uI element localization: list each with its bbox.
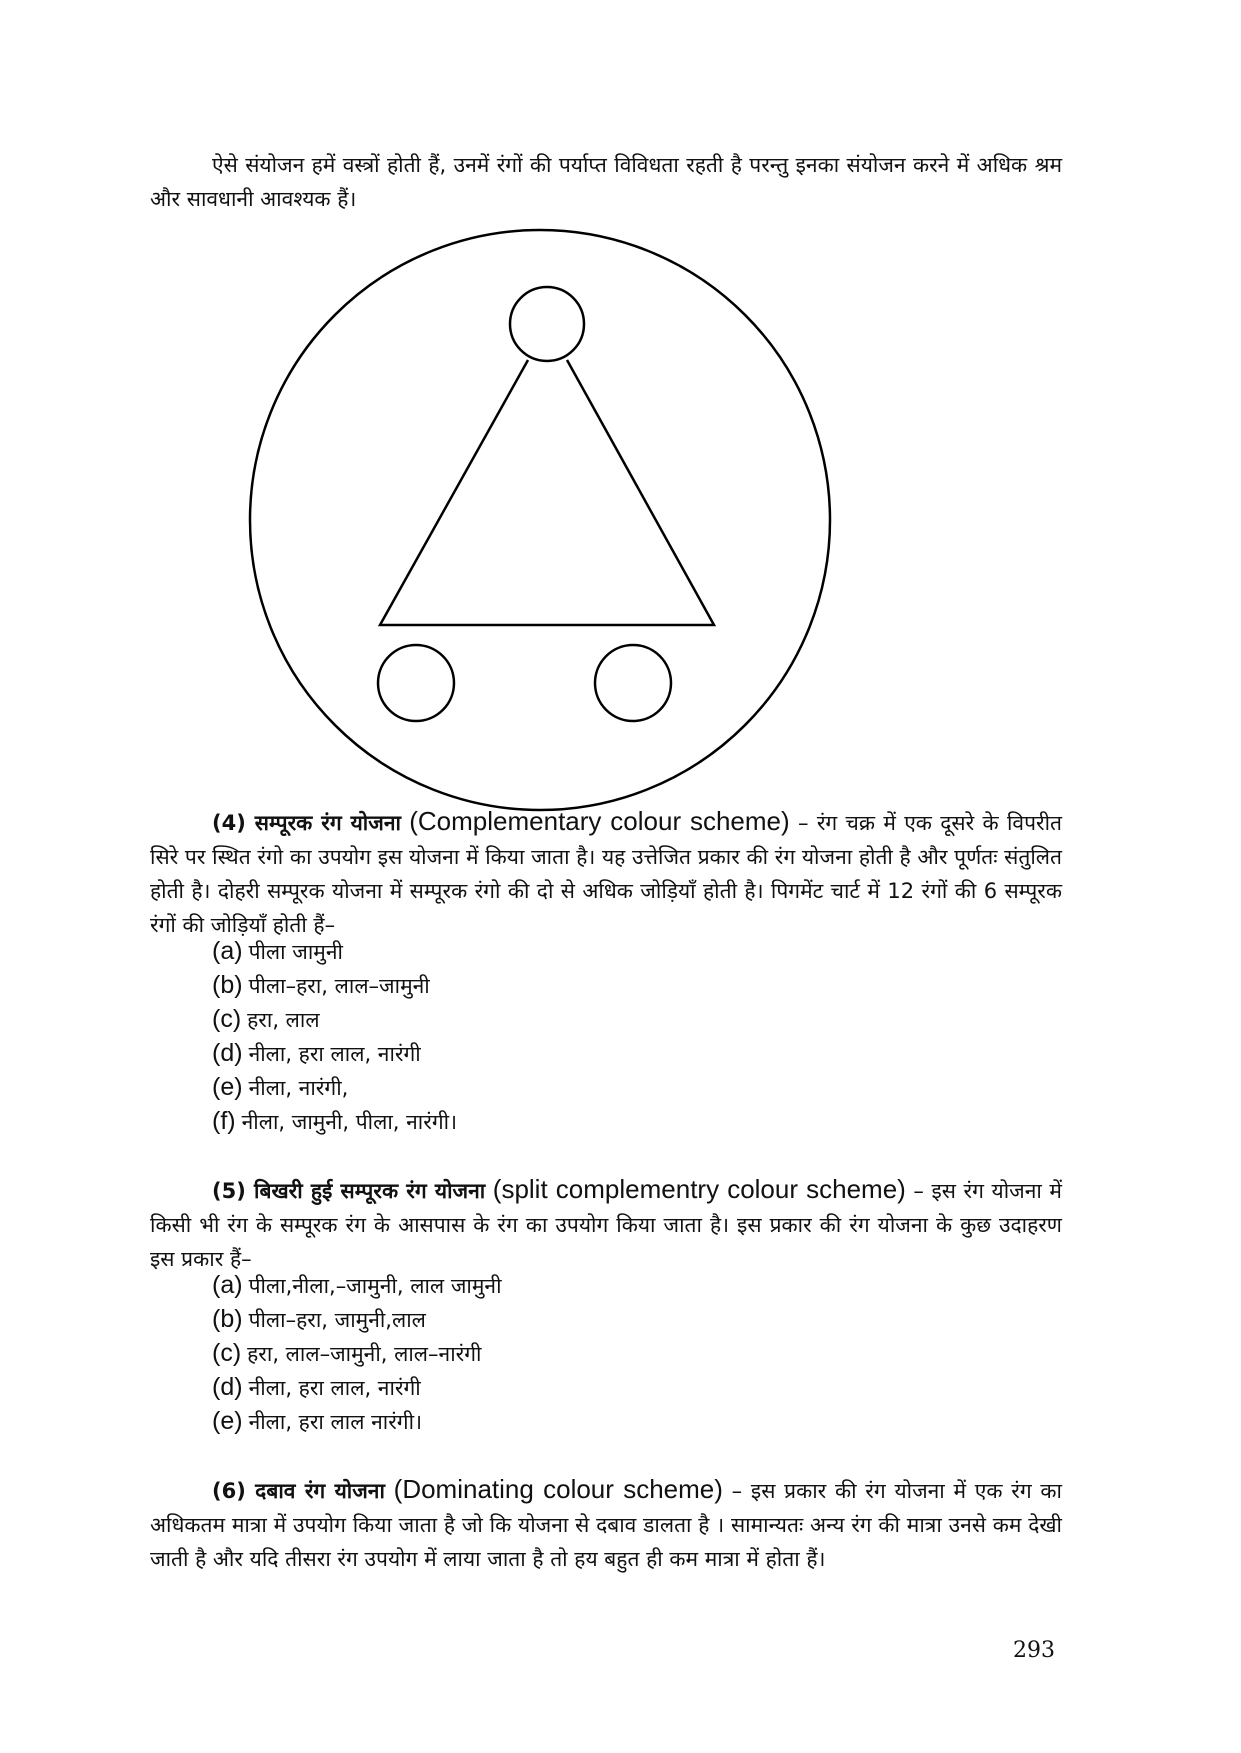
list-text: नीला, जामुनी, पीला, नारंगी। — [241, 1110, 458, 1134]
intro-paragraph — [150, 148, 1062, 216]
list-marker: (e) — [212, 1073, 243, 1101]
section-5-body: – इस रंग योजना में किसी भी रंग के सम्पूरक रंग के आसपास के रंग का उपयोग किया जाता है। इस प्रकार की रंग योजना के कुछ उदाहरण इस प्रकार हैं– — [150, 1179, 1062, 1271]
section-6-heading-en: (Dominating colour scheme) — [393, 1474, 723, 1504]
section-4-heading-en: (Complementary colour scheme) — [409, 806, 790, 836]
list-item — [212, 1104, 457, 1138]
list-text: पीला,नीला,–जामुनी, लाल जामुनी — [248, 1274, 502, 1298]
list-marker: (d) — [212, 1373, 243, 1401]
list-item — [212, 1370, 502, 1404]
list-text: नीला, हरा लाल नारंगी। — [248, 1410, 423, 1434]
list-item — [212, 968, 457, 1002]
triangle — [380, 360, 714, 625]
list-item — [212, 1070, 457, 1104]
list-text: नीला, हरा लाल, नारंगी — [248, 1376, 421, 1400]
list-text: नीला, हरा लाल, नारंगी — [248, 1042, 421, 1066]
outer-circle — [250, 230, 830, 810]
list-item — [212, 1336, 502, 1370]
section-6-heading: (6) दबाव रंग योजना — [212, 1479, 385, 1503]
section-4-paragraph — [150, 804, 1062, 942]
section-5-heading-en: (split complementry colour scheme) — [492, 1174, 906, 1204]
bottom-right-circle — [595, 645, 671, 721]
top-circle — [510, 287, 584, 361]
list-item — [212, 1302, 502, 1336]
list-item — [212, 1268, 502, 1302]
list-marker: (c) — [212, 1005, 242, 1033]
section-6-body: – इस प्रकार की रंग योजना में एक रंग का अधिकतम मात्रा में उपयोग किया जाता है जो कि योजना से दबाव डालता है । सामान्यतः अन्य रंग की मात्रा उनसे कम देखी जाती है और यदि तीसरा रंग उपयोग में लाया जाता है तो हय बहुत ही कम मात्रा में होता हैं। — [150, 1479, 1062, 1571]
list-marker: (b) — [212, 971, 243, 999]
list-marker: (b) — [212, 1305, 243, 1333]
list-marker: (f) — [212, 1107, 236, 1135]
section-4-body: – रंग चक्र में एक दूसरे के विपरीत सिरे पर स्थित रंगो का उपयोग इस योजना में किया जाता है। यह उत्तेजित प्रकार की रंग योजना होती है और पूर्णतः संतुलित होती है। दोहरी सम्पूरक योजना में सम्पूरक रंगो की दो से अधिक जोड़ियाँ होती है। पिगमेंट चार्ट में 12 रंगों की 6 सम्पूरक रंगों की जोड़ियाँ होती हैं– — [150, 811, 1062, 937]
list-text: पीला–हरा, जामुनी,लाल — [248, 1308, 426, 1332]
list-text: हरा, लाल — [247, 1008, 320, 1032]
section-5-heading: (5) बिखरी हुई सम्पूरक रंग योजना — [212, 1179, 486, 1203]
list-item — [212, 1036, 457, 1070]
list-text: पीला जामुनी — [248, 940, 343, 964]
list-item — [212, 1404, 502, 1438]
section-6-paragraph — [150, 1472, 1062, 1576]
bottom-left-circle — [378, 645, 454, 721]
split-complementary-diagram — [240, 228, 840, 818]
section-4-heading: (4) सम्पूरक रंग योजना — [212, 811, 401, 835]
list-text: हरा, लाल–जामुनी, लाल–नारंगी — [247, 1342, 482, 1366]
section-4-list — [212, 934, 457, 1138]
list-marker: (c) — [212, 1339, 242, 1367]
page-number: 293 — [1013, 1638, 1055, 1663]
list-marker: (a) — [212, 937, 243, 965]
list-marker: (a) — [212, 1271, 243, 1299]
list-marker: (d) — [212, 1039, 243, 1067]
list-item — [212, 934, 457, 968]
list-marker: (e) — [212, 1407, 243, 1435]
list-text: पीला–हरा, लाल–जामुनी — [248, 974, 430, 998]
list-item — [212, 1002, 457, 1036]
section-5-paragraph — [150, 1172, 1062, 1276]
section-5-list — [212, 1268, 502, 1438]
intro-text: ऐसे संयोजन हमें वस्त्रों होती हैं, उनमें रंगों की पर्याप्त विविधता रहती है परन्तु इनका संयोजन करने में अधिक श्रम और सावधानी आवश्यक हैं। — [150, 153, 1062, 211]
list-text: नीला, नारंगी, — [248, 1076, 349, 1100]
